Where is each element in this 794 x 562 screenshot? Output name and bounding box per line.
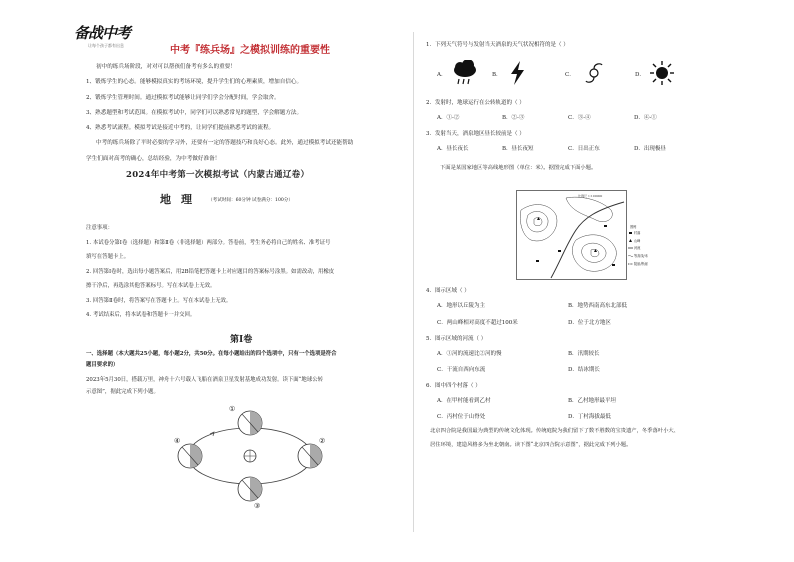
legend-village: 村落 (634, 231, 641, 235)
lightning-icon (504, 60, 532, 86)
q2-option-b: B．②-③ (502, 115, 525, 121)
question-4: 4．图示区域（ ） (426, 288, 470, 294)
q1-option-b-label: B． (492, 72, 502, 78)
legend-cliff: 陡崖/断崖 (634, 262, 648, 266)
q3-option-a: A．昼长夜长 (437, 146, 469, 152)
exam-title: 2024年中考第一次模拟考试（内蒙古通辽卷） (126, 170, 310, 180)
notice-line: 3. 回答第Ⅱ卷时，将答案写在答题卡上。写在本试卷上无效。 (86, 297, 232, 304)
intro-line: 1、锻炼学生的心态。能够模拟真实的考场环境，提升学生们的心理素质，增加自信心。 (86, 79, 303, 86)
map-scale-text: 比例尺 1:100000 (578, 194, 603, 198)
earth-position-top (238, 411, 262, 435)
logo (74, 22, 132, 52)
q1-option-d-label: D． (635, 72, 645, 78)
notice-line: 填写在答题卡上。 (86, 254, 130, 260)
q5-option-d: D．结冰期长 (568, 367, 600, 373)
legend-peak: 山峰 (634, 239, 641, 243)
notice-line: 4. 考试结束后，将本试卷和答题卡一并交回。 (86, 312, 196, 318)
q3-option-c: C．日出正东 (568, 146, 600, 152)
q4-option-d: D．位于北方地区 (568, 320, 611, 326)
q6-option-a: A．在甲村能看到乙村 (437, 398, 491, 404)
question-stem-line: 示意图”，据此完成下列小题。 (86, 389, 159, 395)
intro-line: 中考的练兵场除了平时必要的学习外，还要有一定的答题技巧和良好心态。此外，通过模拟考试还能帮助 (96, 140, 354, 147)
q3-option-d: D．出现极昼 (634, 146, 666, 152)
village-icon (536, 260, 539, 262)
subject-title: 地理 (160, 193, 202, 206)
logo-subtitle: 让每个孩子都有出息 (88, 43, 124, 48)
orbit-label: ④ (174, 437, 181, 445)
notice-line: 2. 回答第Ⅰ卷时，选出每小题答案后，用2B铅笔把答题卡上对应题目的答案标号涂黑。如需改动，用橡皮 (86, 268, 335, 275)
intro-line: 4、熟悉考试流程。模拟考试是接近中考的，让同学们提前熟悉考试的流程。 (86, 125, 275, 132)
orbit-label: ③ (254, 502, 261, 510)
intro-line: 3、熟悉题型和考试范围。在模拟考试中，同学们可以熟悉常见的题型，学会解题方法。 (86, 109, 303, 116)
q4-option-a: A．地形以丘陵为主 (437, 303, 485, 309)
orbit-label: ① (229, 405, 236, 413)
legend-contour: 等高线/米 (634, 254, 648, 258)
q3-option-b: B．昼长夜短 (502, 146, 534, 152)
earth-orbit-diagram (170, 401, 330, 511)
final-paragraph-line: 北京四合院是我国最为典型的传统文化体现。传统庭院为我们留下了数不胜数的宝贵遗产，冬季落叶小大、 (430, 428, 679, 434)
map-caption: 下面是某国家地区等高线地形图（单位：米）。据图完成下面小题。 (440, 165, 597, 171)
contour-map (516, 190, 654, 280)
q4-option-c: C．两山峰相对高度不超过100米 (437, 320, 518, 326)
q6-option-d: D．丁村海拔最低 (568, 414, 611, 420)
q5-option-a: A．①河的流速比②河的慢 (437, 351, 502, 357)
question-stem (86, 374, 408, 398)
intro-line: 初中的练兵场阶段，对对可以帮孩们备考有多么的重要！ (96, 64, 236, 70)
question-3: 3．发射当天，酒泉地区昼长较前是（ ） (426, 131, 525, 137)
rain-cloud-icon (451, 60, 479, 86)
section-heading (86, 349, 408, 371)
q2-option-d: D．④-① (634, 115, 657, 121)
intro-section (86, 60, 404, 167)
notice-line: 1. 本试卷分第Ⅰ卷（选择题）和第Ⅱ卷（非选择题）两部分。答卷前，考生务必将自己的姓名、准考证号 (86, 239, 331, 246)
intro-line: 2、锻炼学生管理时间。通过模拟考试能够让同学们学会分配时间，学会取舍。 (86, 94, 280, 101)
q1-option-a-label: A． (437, 72, 447, 78)
section-heading-line: 一、选择题（本大题共25小题，每小题2分，共50分。在每小题给出的四个选项中，只有一个选项是符合 (86, 351, 337, 357)
orbit-label: ② (319, 437, 326, 445)
section-heading-line: 题目要求的） (86, 362, 119, 368)
q5-option-c: C．干流自西向东流 (437, 367, 486, 373)
question-6: 6．图中四个村落（ ） (426, 383, 481, 389)
typhoon-icon (580, 60, 608, 86)
q5-option-b: B．汛期较长 (568, 351, 600, 357)
earth-position-right (298, 444, 322, 468)
q1-option-c-label: C． (565, 72, 575, 78)
question-2: 2．发射时，地球运行在公转轨道的（ ） (426, 100, 525, 106)
banner-title: 中考『练兵场』之模拟训练的重要性 (170, 45, 330, 56)
legend-river: 河流 (634, 246, 641, 250)
intro-line: 学生们面对高考的确心，总结经验，为中考做好准备！ (86, 155, 221, 162)
sun-icon (648, 60, 676, 86)
legend-title: 图例 (630, 225, 637, 229)
column-divider (413, 32, 414, 532)
notice-line: 注意事项： (86, 225, 113, 231)
village-icon (558, 250, 561, 252)
q2-option-a: A．①-② (437, 115, 460, 121)
notice-section (86, 221, 406, 323)
question-stem-line: 2023年5月30日，搭载万里，神舟十六号载人飞船在酒泉卫星发射基地成功发射。读下面“地球公转 (86, 377, 323, 383)
map-legend (628, 224, 649, 266)
village-icon (612, 264, 615, 266)
q6-option-c: C．丙村位于山脊处 (437, 414, 486, 420)
q4-option-b: B．地势西南高东北部低 (568, 303, 628, 309)
final-paragraph (430, 424, 760, 452)
part-title: 第Ⅰ卷 (230, 335, 253, 345)
subject-meta: （考试时间：60分钟 试卷满分：100分） (208, 198, 293, 203)
question-5: 5．图示区域的河流（ ） (426, 336, 487, 342)
q2-option-c: C．③-④ (568, 115, 591, 121)
village-icon (604, 225, 607, 227)
notice-line: 擦干净后，再选涂其他答案标号。写在本试卷上无效。 (86, 283, 216, 289)
logo-text: 备战中考 (74, 24, 131, 42)
final-paragraph-line: 居住环境，建造风格多为坐北朝南。读下图“北京四合院示意图”，据此完成下列小题。 (430, 442, 632, 448)
earth-position-bottom (238, 477, 262, 501)
q6-option-b: B．乙村地形最平坦 (568, 398, 617, 404)
question-1: 1．下列天气符号与发射当天酒泉的天气状况相符的是（ ） (426, 42, 569, 48)
earth-position-left (178, 444, 202, 468)
